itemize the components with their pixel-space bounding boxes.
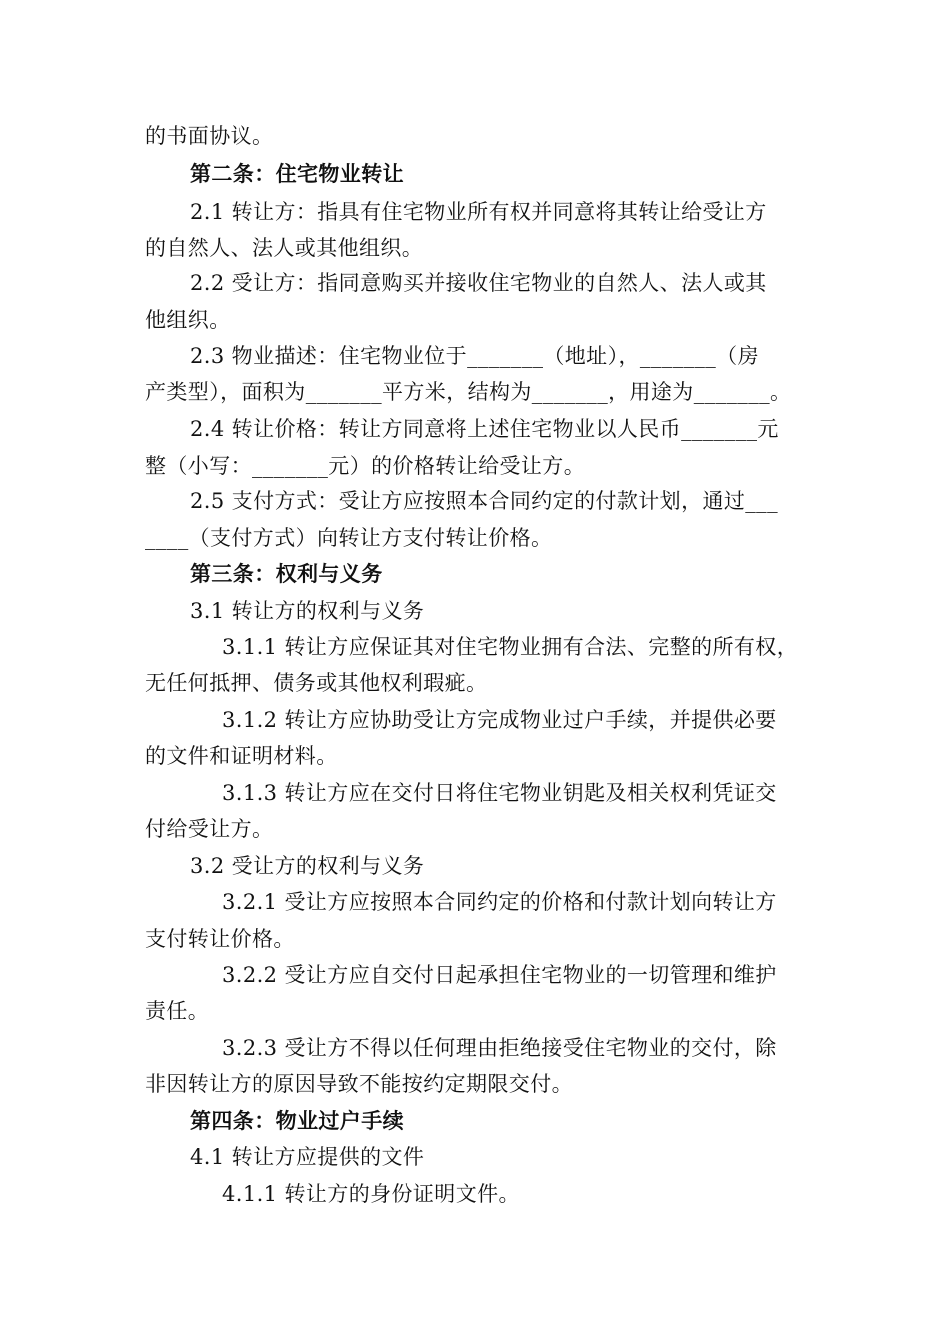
text-line: 4.1.1 转让方的身份证明文件。 [222,1182,520,1206]
text-line: 非因转让方的原因导致不能按约定期限交付。 [145,1072,573,1096]
text-line: 的书面协议。 [145,124,274,148]
text-line: 支付转让价格。 [145,927,295,951]
text-line: 3.1.3 转让方应在交付日将住宅物业钥匙及相关权利凭证交 [222,781,777,805]
text-line: 2.1 转让方：指具有住宅物业所有权并同意将其转让给受让方 [190,200,767,224]
text-line: 2.3 物业描述：住宅物业位于_______（地址），_______（房 [190,344,759,368]
text-line: 的文件和证明材料。 [145,744,338,768]
section-heading: 第二条：住宅物业转让 [190,161,404,186]
text-line: 责任。 [145,999,210,1023]
text-line: 他组织。 [145,308,231,332]
text-line: 3.1.2 转让方应协助受让方完成物业过户手续，并提供必要 [222,708,777,732]
text-line: 4.1 转让方应提供的文件 [190,1145,425,1169]
text-line: ____（支付方式）向转让方支付转让价格。 [145,526,553,550]
text-line: 2.4 转让价格：转让方同意将上述住宅物业以人民币_______元 [190,417,779,441]
text-line: 3.2.2 受让方应自交付日起承担住宅物业的一切管理和维护 [222,963,777,987]
text-line: 3.2.1 受让方应按照本合同约定的价格和付款计划向转让方 [222,890,777,914]
text-line: 付给受让方。 [145,817,274,841]
section-heading: 第三条：权利与义务 [190,561,383,586]
text-line: 无任何抵押、债务或其他权利瑕疵。 [145,671,488,695]
text-line: 整（小写：_______元）的价格转让给受让方。 [145,454,586,478]
text-line: 2.2 受让方：指同意购买并接收住宅物业的自然人、法人或其 [190,271,767,295]
text-line: 3.1.1 转让方应保证其对住宅物业拥有合法、完整的所有权， [222,635,799,659]
text-line: 产类型），面积为_______平方米，结构为_______，用途为_______。 [145,380,792,404]
text-line: 3.2 受让方的权利与义务 [190,854,425,878]
text-line: 3.1 转让方的权利与义务 [190,599,425,623]
text-line: 3.2.3 受让方不得以任何理由拒绝接受住宅物业的交付，除 [222,1036,777,1060]
text-line: 的自然人、法人或其他组织。 [145,236,424,260]
text-line: 2.5 支付方式：受让方应按照本合同约定的付款计划，通过___ [190,489,778,513]
section-heading: 第四条：物业过户手续 [190,1108,404,1133]
